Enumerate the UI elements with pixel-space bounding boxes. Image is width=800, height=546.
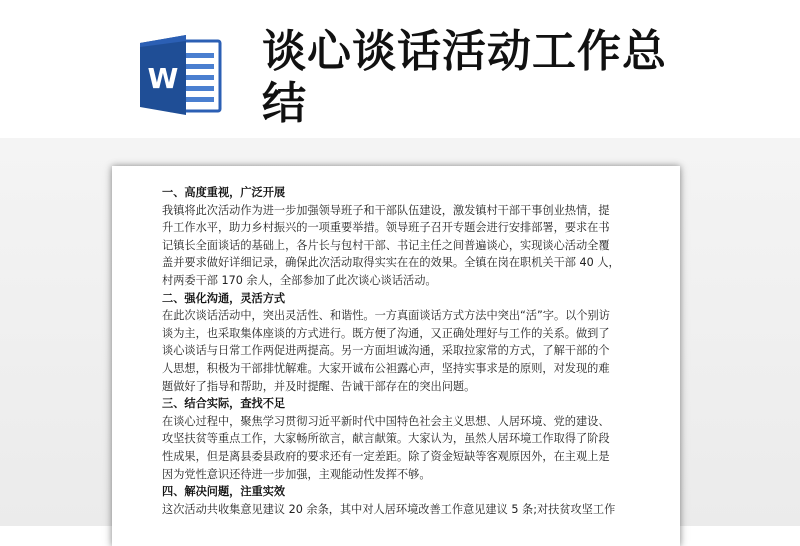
paragraph-line: 我镇将此次活动作为进一步加强领导班子和干部队伍建设，激发镇村干部干事创业热情，提 [162, 203, 610, 217]
word-icon [140, 33, 222, 117]
paragraph-line: 性成果，但是离县委县政府的要求还有一定差距。除了资金短缺等客观原因外，在主观上是 [162, 449, 610, 463]
paragraph-line: 在谈心过程中，聚焦学习贯彻习近平新时代中国特色社会主义思想、人居环境、党的建设、 [162, 414, 610, 428]
section-heading: 一、高度重视，广泛开展 [162, 186, 286, 199]
paragraph-line: 村两委干部 170 余人，全部参加了此次谈心谈话活动。 [162, 273, 437, 287]
paragraph-line: 人思想，积极为干部排忧解难。大家开诚布公袒露心声，坚持实事求是的原则，对发现的难 [162, 361, 610, 375]
paragraph-line: 在此次谈话活动中，突出灵活性、和谐性。一方真面谈话方式方法中突出“活”字。以个别访 [162, 309, 610, 323]
paragraph-line: 谈心谈话与日常工作两促进两提高。另一方面坦诚沟通，采取拉家常的方式，了解干部的个 [162, 344, 610, 358]
paragraph-line: 升工作水平，助力乡村振兴的一项重要举措。领导班子召开专题会进行安排部署，要求在书 [162, 221, 610, 235]
paragraph-line: 记镇长全面谈话的基础上，各片长与包村干部、书记主任之间普遍谈心，实现谈心活动全覆 [162, 238, 610, 252]
paragraph-line: 因为党性意识还待进一步加强，主观能动性发挥不够。 [162, 467, 431, 481]
document-title-line-2: 结 [262, 78, 307, 129]
section-heading: 三、结合实际，查找不足 [162, 397, 286, 411]
paragraph-line: 盖并要求做好详细记录，确保此次活动取得实实在在的效果。全镇在岗在职机关干部 40 人， [162, 256, 620, 270]
paragraph-line: 谈为主，也采取集体座谈的方式进行。既方便了沟通，又正确处理好与工作的关系。做到了 [162, 326, 610, 340]
svg-text:W: W [147, 62, 179, 95]
document-title-line-1: 谈心谈话活动工作总 [262, 26, 667, 77]
paragraph-line: 题做好了指导和帮助，并及时提醒、告诫干部存在的突出问题。 [162, 379, 476, 393]
header [0, 0, 800, 140]
section-heading: 四、解决问题，注重实效 [162, 485, 286, 499]
document-body [162, 184, 650, 518]
section-heading: 二、强化沟通，灵活方式 [162, 291, 286, 305]
document-page [112, 166, 680, 546]
paragraph-line: 攻坚扶贫等重点工作，大家畅所欲言，献言献策。大家认为，虽然人居环境工作取得了阶段 [162, 432, 610, 446]
document-title [262, 26, 722, 130]
paragraph-line: 这次活动共收集意见建议 20 余条，其中对人居环境改善工作意见建议 5 条;对扶贫攻坚工作 [162, 502, 616, 516]
